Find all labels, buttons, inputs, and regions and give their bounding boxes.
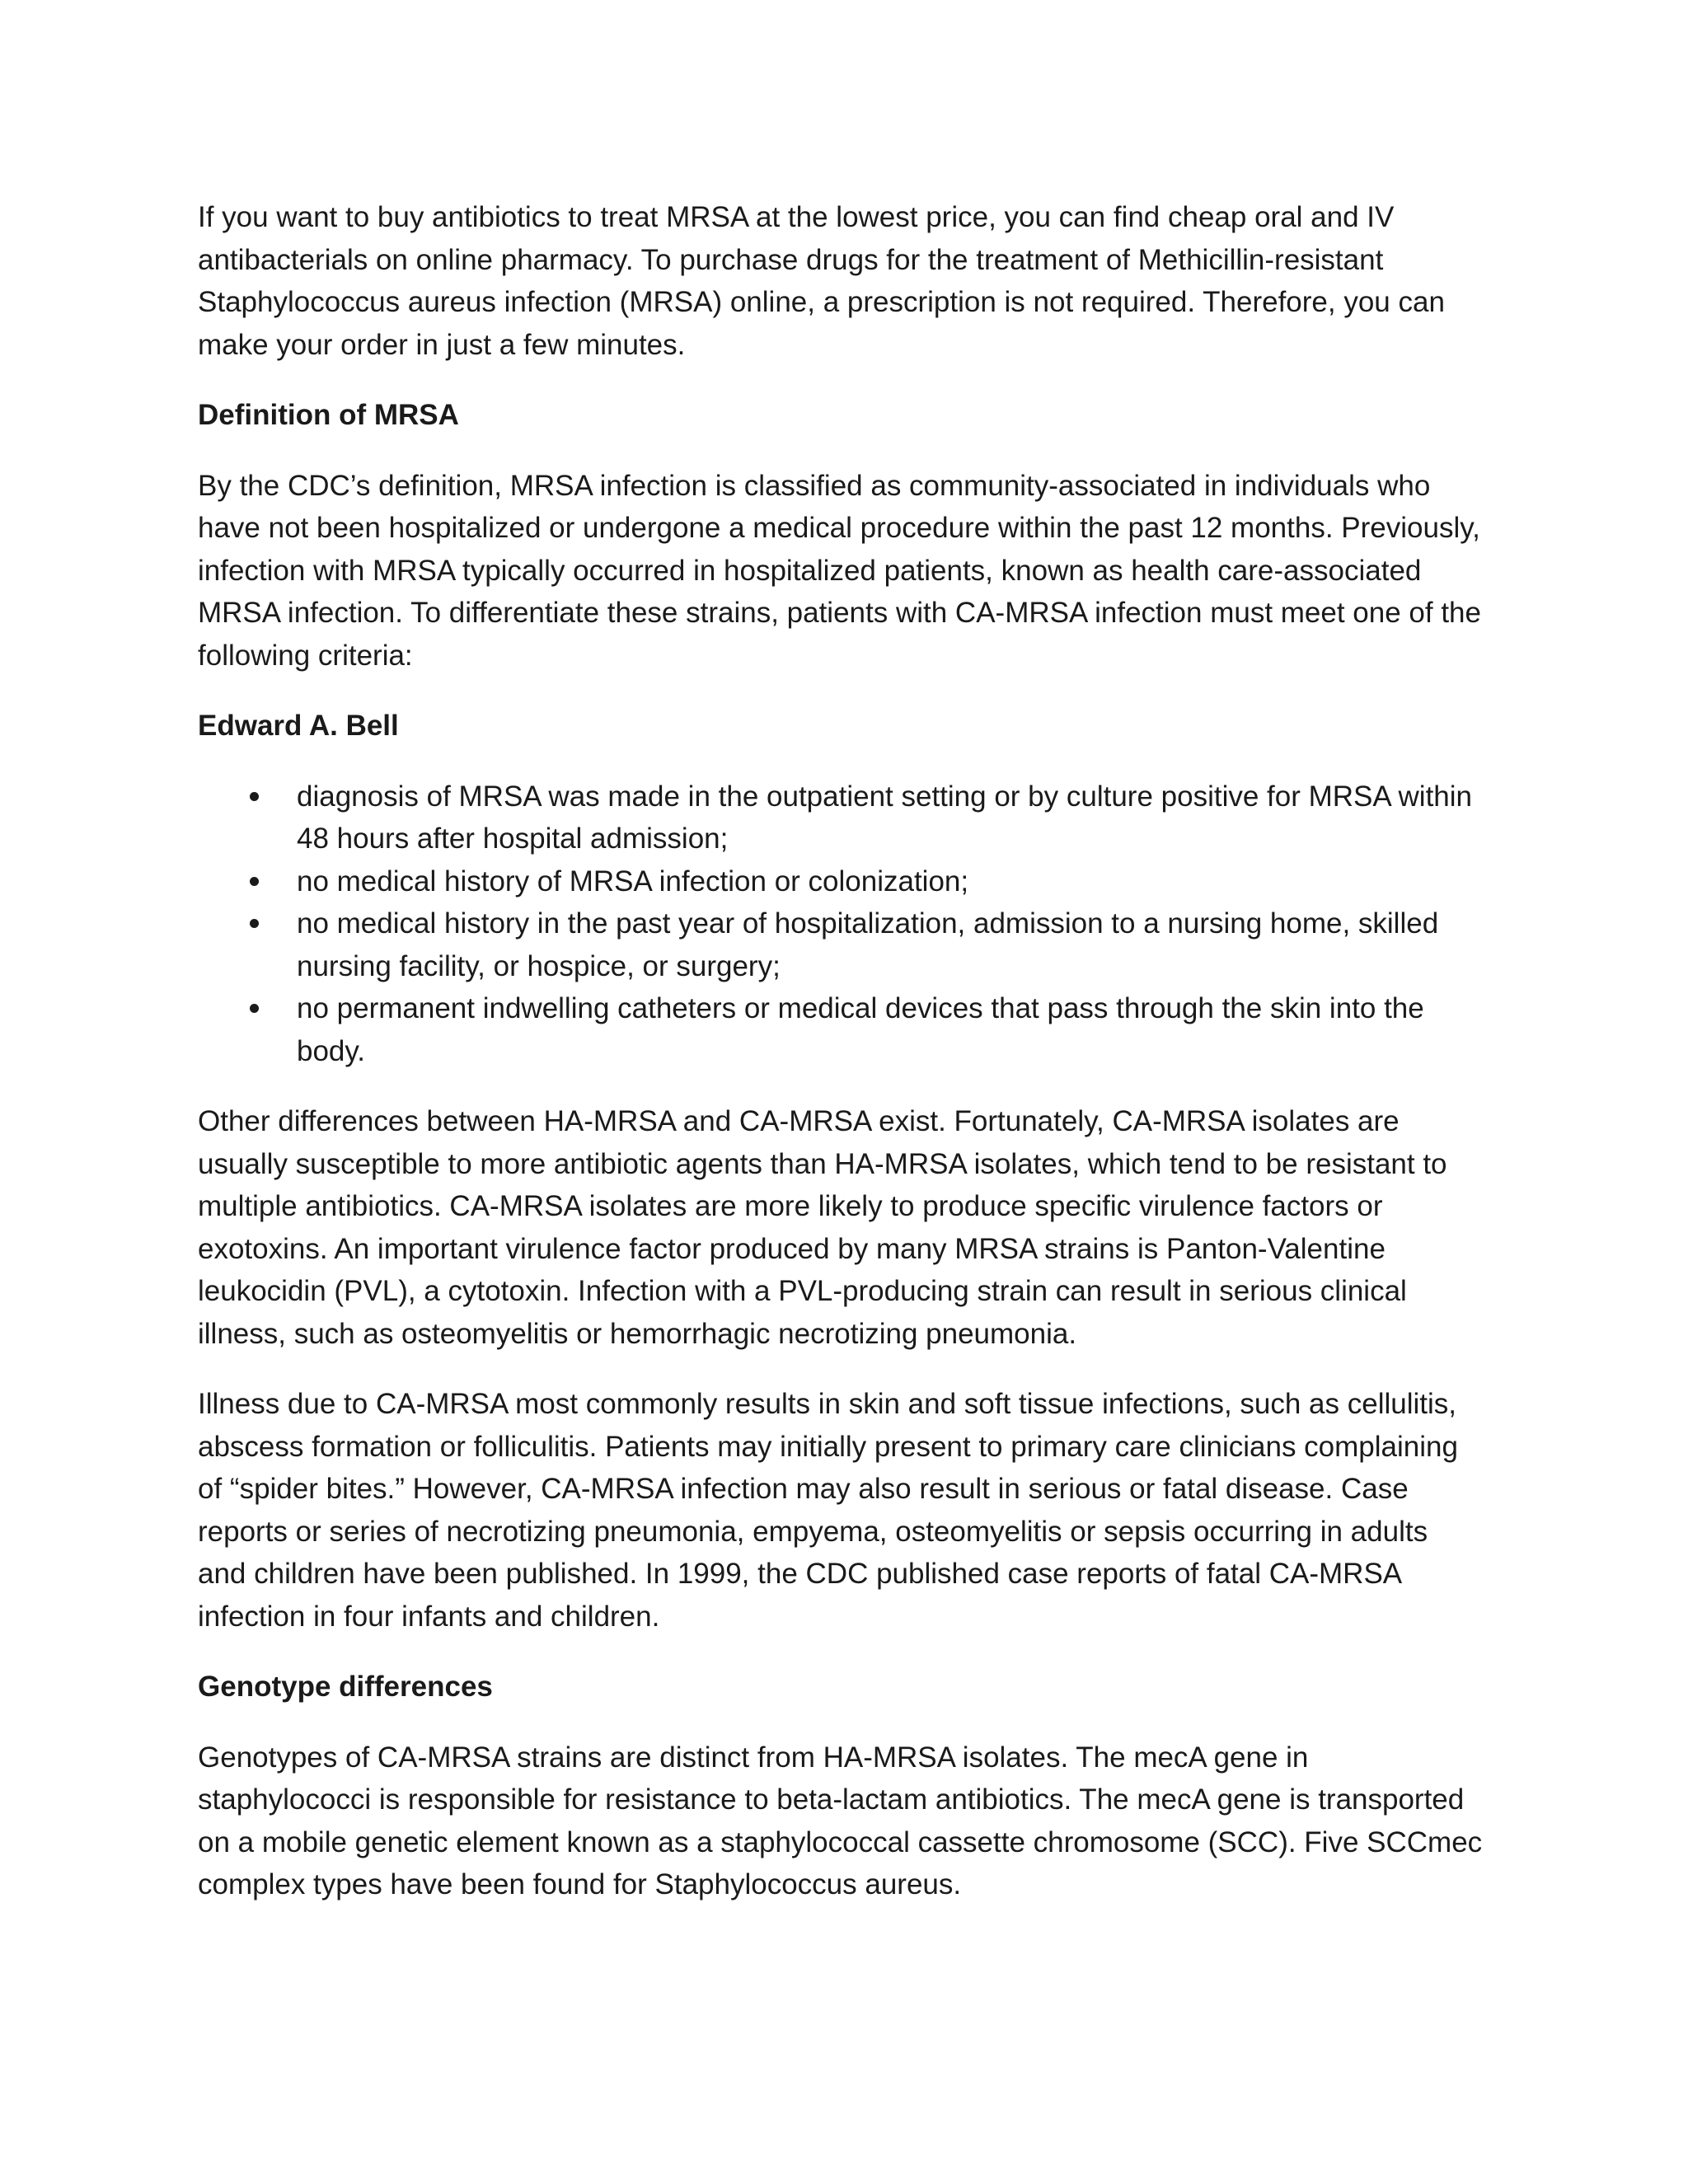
list-item-text: no medical history in the past year of hospitalization, admission to a nursing home, skilled nursing facility, or hospice, or surgery; <box>297 907 1439 982</box>
bullet-icon <box>250 919 259 928</box>
differences-paragraph: Other differences between HA-MRSA and CA-MRSA exist. Fortunately, CA-MRSA isolates are usually susceptible to more antibiotic agents than HA-MRSA isolates, which tend to be resistant to multiple antibiotics. CA-MRSA isolates are more likely to produce specific virulence factors or exotoxins. An important virulence factor produced by many MRSA strains is Panton-Valentine leukocidin (PVL), a cytotoxin. Infection with a PVL-producing strain can result in serious clinical illness, such as osteomyelitis or hemorrhagic necrotizing pneumonia. <box>198 1105 1447 1350</box>
genotype-paragraph: Genotypes of CA-MRSA strains are distinct from HA-MRSA isolates. The mecA gene in staphylococci is responsible for resistance to beta-lactam antibiotics. The mecA gene is transported on a mobile genetic element known as a staphylococcal cassette chromosome (SCC). Five SCCmec complex types have been found for Staphylococcus aureus. <box>198 1741 1483 1900</box>
bullet-icon <box>250 1004 259 1013</box>
bullet-icon <box>250 792 259 801</box>
list-item <box>297 860 1484 903</box>
document-page <box>198 196 1484 1934</box>
bullet-icon <box>250 877 259 886</box>
intro-paragraph: If you want to buy antibiotics to treat MRSA at the lowest price, you can find cheap oral and IV antibacterials on online pharmacy. To purchase drugs for the treatment of Methicillin-resistant Staphylococcus aureus infection (MRSA) online, a prescription is not required. Therefore, you can make your order in just a few minutes. <box>198 201 1445 361</box>
list-item <box>297 776 1484 860</box>
list-item-text: no permanent indwelling catheters or medical devices that pass through the skin into the body. <box>297 992 1424 1067</box>
definition-heading: Definition of MRSA <box>198 399 459 431</box>
definition-paragraph: By the CDC’s definition, MRSA infection is classified as community-associated in individuals who have not been hospitalized or undergone a medical procedure within the past 12 months. Previously, infection with MRSA typically occurred in hospitalized patients, known as health care-associated MRSA infection. To differentiate these strains, patients with CA-MRSA infection must meet one of the following criteria: <box>198 469 1481 672</box>
criteria-list <box>198 776 1484 1073</box>
list-item-text: diagnosis of MRSA was made in the outpatient setting or by culture positive for MRSA within 48 hours after hospital admission; <box>297 780 1472 855</box>
list-item <box>297 902 1484 987</box>
author-name: Edward A. Bell <box>198 710 399 742</box>
illness-paragraph: Illness due to CA-MRSA most commonly results in skin and soft tissue infections, such as cellulitis, abscess formation or folliculitis. Patients may initially present to primary care clinicians complaining of “spider bites.” However, CA-MRSA infection may also result in serious or fatal disease. Case reports or series of necrotizing pneumonia, empyema, osteomyelitis or sepsis occurring in adults and children have been published. In 1999, the CDC published case reports of fatal CA-MRSA infection in four infants and children. <box>198 1388 1458 1633</box>
genotype-heading: Genotype differences <box>198 1671 493 1703</box>
list-item-text: no medical history of MRSA infection or colonization; <box>297 865 969 898</box>
list-item <box>297 987 1484 1072</box>
